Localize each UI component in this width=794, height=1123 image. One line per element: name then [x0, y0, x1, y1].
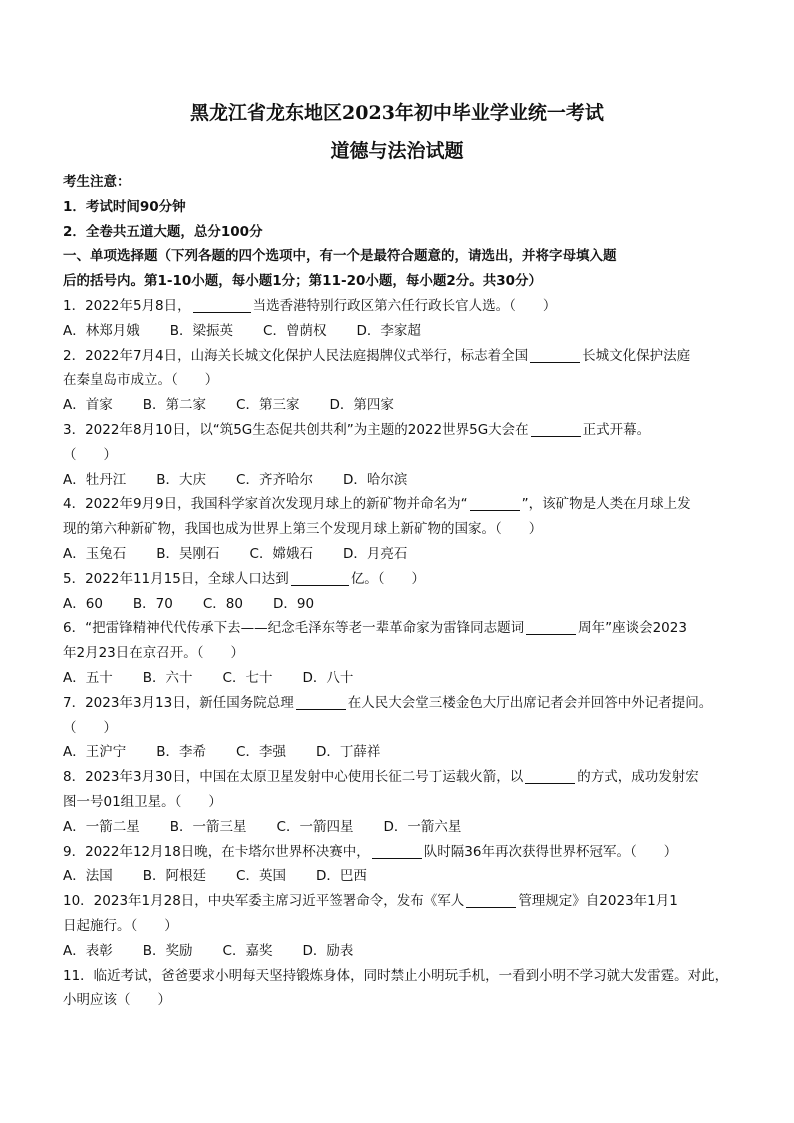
answer-blank [466, 892, 516, 908]
question-9-text-pre: 9．2022年12月18日晚，在卡塔尔世界杯决赛中， [63, 843, 370, 860]
section-1-instructions-line-2: 后的括号内。第1-10小题，每小题1分；第11-20小题，每小题2分。共30分） [63, 273, 543, 290]
option-a: A．玉兔石 [63, 545, 127, 562]
question-9 [63, 840, 743, 865]
option-a: A．法国 [63, 868, 113, 885]
question-1 [63, 294, 743, 319]
option-c: C．曾荫权 [263, 322, 327, 339]
question-7 [63, 691, 743, 716]
question-7-continued: （ ） [63, 719, 117, 736]
answer-blank [296, 694, 346, 710]
option-d: D．90 [272, 595, 315, 612]
option-a: A．一箭二星 [63, 818, 140, 835]
question-6-options [63, 666, 743, 691]
option-a: A．60 [63, 595, 103, 612]
question-3 [63, 418, 743, 443]
question-10-text-post: 管理规定》自2023年1月1 [518, 893, 678, 910]
question-10 [63, 889, 743, 914]
answer-blank [530, 347, 580, 363]
question-1-options [63, 319, 743, 344]
option-b: B．70 [132, 595, 173, 612]
notice-item-1: 1．考试时间90分钟 [63, 198, 186, 215]
option-c: C．英国 [236, 868, 286, 885]
option-c: C．李强 [236, 744, 286, 761]
option-d: D．一箭六星 [383, 818, 462, 835]
option-b: B．奖励 [142, 942, 193, 959]
answer-blank [531, 421, 581, 437]
question-4-text-post: ”，该矿物是人类在月球上发 [521, 496, 691, 513]
question-6-text-pre: 6．“把雷锋精神代代传承下去——纪念毛泽东等老一辈革命家为雷锋同志题词 [63, 620, 525, 637]
option-c: C．一箭四星 [276, 818, 354, 835]
question-10-text-pre: 10．2023年1月28日，中央军委主席习近平签署命令，发布《军人 [63, 893, 465, 910]
question-5-text-post: 亿。（ ） [350, 570, 426, 587]
option-d: D．李家超 [356, 322, 421, 339]
question-8-text-post: 的方式，成功发射宏 [577, 769, 699, 786]
question-8-options [63, 815, 743, 840]
question-7-text-pre: 7．2023年3月13日，新任国务院总理 [63, 694, 294, 711]
option-b: B．李希 [156, 744, 207, 761]
option-a: A．牡丹江 [63, 471, 127, 488]
question-5-options [63, 592, 743, 617]
question-3-text-pre: 3．2022年8月10日，以“筑5G生态促共创共利”为主题的2022世界5G大会在 [63, 421, 529, 438]
question-11-continued: 小明应该（ ） [63, 992, 171, 1009]
question-3-options [63, 468, 743, 493]
option-a: A．五十 [63, 669, 113, 686]
question-8-text-pre: 8．2023年3月30日，中国在太原卫星发射中心使用长征二号丁运载火箭，以 [63, 769, 524, 786]
option-d: D．丁薛祥 [315, 744, 381, 761]
question-11: 11．临近考试，爸爸要求小明每天坚持锻炼身体，同时禁止小明玩手机，一看到小明不学习就大发雷霆。对此， [63, 967, 729, 984]
question-10-continued: 日起施行。（ ） [63, 917, 178, 934]
section-1-instructions-line-1: 一、单项选择题（下列各题的四个选项中，有一个是最符合题意的，请选出，并将字母填入题 [63, 248, 617, 265]
question-4-continued: 现的第六种新矿物，我国也成为世界上第三个发现月球上新矿物的国家。（ ） [63, 521, 543, 538]
exam-title: 黑龙江省龙东地区2023年初中毕业学业统一考试 [190, 102, 604, 124]
option-a: A．王沪宁 [63, 744, 127, 761]
option-d: D．励表 [302, 942, 354, 959]
answer-blank [193, 297, 251, 313]
answer-blank [291, 570, 349, 586]
question-4 [63, 492, 743, 517]
option-c: C．嫦娥石 [249, 545, 313, 562]
notice-item-2: 2．全卷共五道大题，总分100分 [63, 223, 263, 240]
question-8 [63, 765, 743, 790]
option-b: B．一箭三星 [169, 818, 247, 835]
question-6-continued: 年2月23日在京召开。（ ） [63, 645, 245, 662]
question-2-continued: 在秦皇岛市成立。（ ） [63, 372, 219, 389]
answer-blank [470, 495, 520, 511]
option-d: D．月亮石 [342, 545, 408, 562]
question-6-text-post: 周年”座谈会2023 [578, 620, 687, 637]
option-c: C．第三家 [236, 397, 300, 414]
question-1-text-post: 当选香港特别行政区第六任行政长官人选。（ ） [252, 297, 557, 314]
option-c: C．齐齐哈尔 [236, 471, 313, 488]
option-c: C．七十 [222, 669, 273, 686]
question-10-options [63, 939, 743, 964]
question-2-text-post: 长城文化保护法庭 [582, 347, 691, 364]
option-c: C．嘉奖 [222, 942, 273, 959]
question-1-text-pre: 1．2022年5月8日， [63, 297, 191, 314]
exam-content [63, 170, 743, 1013]
question-9-text-post: 队时隔36年再次获得世界杯冠军。（ ） [423, 843, 678, 860]
question-2 [63, 344, 743, 369]
option-a: A．林郑月娥 [63, 322, 140, 339]
option-b: B．大庆 [156, 471, 207, 488]
question-7-text-post: 在人民大会堂三楼金色大厅出席记者会并回答中外记者提问。 [347, 694, 713, 711]
option-b: B．吴刚石 [156, 545, 220, 562]
option-b: B．六十 [142, 669, 193, 686]
option-b: B．阿根廷 [142, 868, 207, 885]
exam-subtitle: 道德与法治试题 [330, 140, 464, 162]
question-3-continued: （ ） [63, 446, 117, 463]
option-b: B．梁振英 [169, 322, 234, 339]
answer-blank [525, 768, 575, 784]
option-a: A．首家 [63, 397, 113, 414]
option-d: D．哈尔滨 [342, 471, 408, 488]
question-8-continued: 图一号01组卫星。（ ） [63, 793, 222, 810]
question-2-text-pre: 2．2022年7月4日，山海关长城文化保护人民法庭揭牌仪式举行，标志着全国 [63, 347, 529, 364]
option-b: B．第二家 [142, 397, 207, 414]
question-5-text-pre: 5．2022年11月15日，全球人口达到 [63, 570, 289, 587]
option-d: D．八十 [302, 669, 354, 686]
question-6 [63, 616, 743, 641]
question-7-options [63, 740, 743, 765]
question-4-text-pre: 4．2022年9月9日，我国科学家首次发现月球上的新矿物并命名为“ [63, 496, 468, 513]
question-4-options [63, 542, 743, 567]
option-c: C．80 [202, 595, 243, 612]
notice-heading: 考生注意： [63, 174, 131, 190]
question-5 [63, 567, 743, 592]
question-9-options [63, 864, 743, 889]
answer-blank [372, 843, 422, 859]
answer-blank [526, 619, 576, 635]
question-2-options [63, 393, 743, 418]
question-3-text-post: 正式开幕。 [582, 421, 651, 438]
option-d: D．第四家 [329, 397, 394, 414]
option-a: A．表彰 [63, 942, 113, 959]
option-d: D．巴西 [315, 868, 367, 885]
